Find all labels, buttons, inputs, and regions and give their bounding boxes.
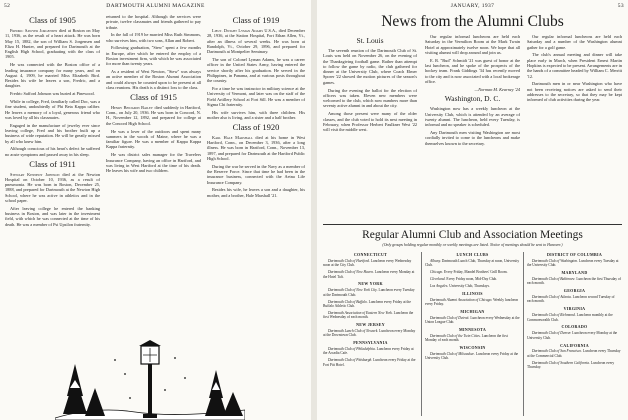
meeting-entry: Dartmouth Club of New York City. Luncheon every Tuesday at the Dartmouth Club. (323, 288, 415, 297)
class-heading: Class of 1920 (232, 121, 280, 132)
obituary-paragraph: As a resident of West Newton, "Stew" was always an active member of the Boston Alumni Association and could always be counted upon to be present at all class reunions. His death is a distinct loss to the class. (106, 69, 201, 91)
meeting-entry: Dartmouth Lunch Club of Newark. Luncheon every Monday at the Downtown Club. (323, 328, 416, 338)
meeting-entry: Dartmouth Club of Atlanta. Luncheon second Tuesday of each month. (527, 295, 615, 304)
obituary-name: Lieut. Dwight Lyman Adams (212, 28, 263, 33)
obituary-paragraph: The son of Colonel Lyman Adams, he was a career officer in the United States Army, having entered the service shortly after his graduation. He served in the Philippines, in Panama, and at various posts throughout the country. (207, 56, 305, 84)
tree-snow (70, 380, 220, 390)
obituary-paragraph: He was connected with the Boston office of a leading insurance company for many years, and on August 4, 1909, he married Miss Elizabeth Bird. Besides his wife he leaves a son, Fredric, and a daughter. (5, 62, 100, 89)
state-heading: VIRGINIA (563, 306, 586, 312)
obituary-paragraph: He was district sales manager for the Travelers Insurance Company, having an office in Hartford, and was living in West Hartford at the time of his death. He leaves his wife and two children. (106, 152, 201, 174)
left-column-2 (106, 14, 201, 332)
news-paragraph: E. R. "Bud" Schmidt '21 was guest of honor at the last luncheon, and he spoke of the prospects of the hockey team. Frank Giddings '34 has recently moved to the city and is now associated with a local brokerage office. (425, 57, 520, 84)
state-heading: DISTRICT OF COLUMBIA (546, 252, 603, 257)
obituary-paragraph: Engaged in the manufacture of jewelry ever since leaving college, Fred and his brother built up a business of wide reputation. He will be greatly missed by all who knew him. (5, 122, 100, 144)
state-heading: ILLINOIS (462, 290, 483, 296)
meeting-entry: Dartmouth Club of Milwaukee. Luncheon every Friday at the University Club. (425, 351, 519, 361)
right-column-1 (323, 34, 417, 222)
section-divider (323, 224, 622, 225)
meeting-entry: Cleveland. Every Friday noon, Mid-Day Club. (430, 277, 498, 282)
register-column-1 (323, 251, 418, 417)
meeting-entry: Dartmouth Club of Philadelphia. Luncheon every Friday at the Arcadia Cafe. (323, 347, 414, 356)
left-column-1 (5, 14, 100, 332)
left-page (0, 0, 311, 420)
obituary-paragraph: In the fall of 1919 he married Miss Ruth Simmons, who survives him, with two sons, Allan and Robert. (106, 32, 201, 43)
state-heading: WISCONSIN (459, 345, 486, 351)
obituary-paragraph: After leaving college he entered the banking business in Boston, and was later in the investment field, with which he was connected at the time of his death. He was a member of Psi Upsilon fraternity. (5, 205, 100, 227)
running-header: DARTMOUTH ALUMNI MAGAZINE (106, 3, 205, 9)
obituary-paragraph: Following graduation, "Stew" spent a few months in Europe, after which he entered the employ of a Boston investment firm, with which he was associated for more than twenty years. (106, 45, 201, 67)
news-paragraph: Among those present were many of the older classes, and the club voted to hold its next meeting in February, when Professor Herbert Faulkner West '22 will visit the middle west. (323, 111, 417, 133)
news-paragraph: Dartmouth men in or near Washington who have not been receiving notices are asked to send their addresses to the secretary, so that they may be kept informed of club activities during the year. (527, 81, 622, 103)
news-paragraph: Our regular informal luncheons are held each Saturday in the Vermilion Room at the Mark Twain Hotel at approximately twelve noon. We hope that all visiting alumni will drop around and join us. (425, 34, 520, 55)
register-column-3 (527, 251, 622, 417)
right-column-2 (425, 34, 520, 222)
state-heading: GEORGIA (563, 288, 586, 294)
section-heading: Washington, D. C. (444, 94, 501, 104)
obituary-paragraph: Henry Benjamin Bailey died suddenly in Hartford, Conn., on July 20, 1936. He was born in Concord, N. H., November 12, 1892, and prepared for college at the Concord High School. (106, 104, 201, 126)
obituary-name: Fredric Sawyer Jorgensen (10, 28, 58, 33)
news-paragraph: Our regular informal luncheons are held each Saturday and a number of the Washington alumni gather for a golf game. (527, 34, 622, 50)
meeting-entry: Dartmouth Club of Detroit. Luncheon every Wednesday at the Union League Club. (425, 315, 520, 325)
state-heading: COLORADO (561, 324, 588, 330)
news-paragraph: The seventh reunion of the Dartmouth Club of St. Louis was held on November 26, on the evening of the Thanksgiving football game. Rather than attempt to follow the game by radio, the club gathered for dinner at the University Club, where Coach Elmer Sporer '22 showed the motion pictures of the season's games. (323, 48, 417, 85)
right-page (317, 0, 628, 420)
class-heading: Class of 1915 (130, 91, 177, 102)
meeting-entry: Dartmouth Club of Buffalo. Luncheon every Friday at the Buffalo Athletic Club. (323, 299, 411, 308)
news-paragraph: Washington now has a weekly luncheon at the University Club, which is attended by an average of twenty alumni. The luncheon, held every Tuesday, is informal and no speaker is scheduled. (425, 106, 520, 128)
state-heading: LUNCH CLUBS (456, 252, 489, 257)
obituary-paragraph: For a time he was instructor in military science at the University of Vermont, and later was on the staff of the Field Artillery School at Fort Sill. He was a member of Sigma Chi fraternity. (207, 85, 305, 107)
meeting-entry: Los Angeles. University Club, Thursdays. (430, 283, 490, 288)
column-divider (523, 252, 524, 416)
state-heading: CONNECTICUT (353, 252, 388, 257)
obituary-paragraph: Karl Hale Marshall died at his home in West Hartford, Conn., on December 3, 1936, after a long illness. He was born in Hartford, Conn., November 13, 1897, and prepared for Dartmouth at the Hartford Public High School. (207, 134, 305, 161)
page-title: News from the Alumni Clubs (381, 13, 564, 30)
meeting-entry: Dartmouth Club of Baltimore. Luncheon the first Thursday of each month. (527, 276, 621, 286)
news-paragraph: During the evening the ballot for the election of officers was taken. Eleven new members were welcomed to the club, which now numbers more than seventy active alumni in and about the city. (323, 87, 417, 109)
obituary-paragraph: While in college, Fred, familiarly called Doc, was a fine student, undoubtedly of Phi Beta Kappa caliber. He leaves a memory of a loyal, generous friend who was loved by all his classmates. (5, 99, 100, 120)
class-heading: Class of 1911 (29, 158, 76, 169)
obituary-paragraph: His wife survives him, with three children. His mother also is living, and a sister and a half brother. (207, 109, 305, 120)
obituary-paragraph: Although conscious of his heart's defect he suffered no acute symptoms and passed away in his sleep. (5, 146, 100, 157)
obituary-paragraph: Fredric Sawyer Jorgensen died at Boston on May 11, 1936, as the result of a heart attack. He was born May 15, 1882, the son of William S. Jorgensen and Eliza H. Hunter, and prepared for Dartmouth at the English High School, graduating with the class of 1905. (5, 28, 100, 60)
page-number-left: 52 (4, 3, 11, 9)
state-heading: CALIFORNIA (560, 342, 589, 348)
obituary-name: Henry Benjamin Bailey (111, 104, 153, 110)
obituary-name: Stewart Kennedy Johnson (10, 171, 60, 177)
class-heading: Class of 1905 (29, 15, 76, 25)
meeting-entry: Albany. Dartmouth Lunch Club, Thursday at noon, University Club. (425, 258, 520, 268)
obituary-paragraph: Fredric Safford Johnson was buried at Pinewood. (10, 91, 95, 97)
obituary-paragraph: Besides his wife, he leaves a son and a daughter, his mother, and a brother, Hale Marshall '21. (207, 187, 305, 198)
state-heading: NEW JERSEY (356, 322, 385, 328)
obituary-paragraph: He was a lover of the outdoors and spent many summers in the woods of Maine, where he was a familiar figure. He was a member of Kappa Kappa Kappa fraternity. (106, 128, 201, 150)
left-column-3 (207, 14, 305, 332)
register-subtitle: (Only groups holding regular monthly or weekly meetings are listed. Notice of meetings should be sent to Hanover.) (382, 243, 563, 247)
issue-date: JANUARY, 1937 (450, 3, 495, 9)
column-divider (421, 252, 422, 416)
meeting-entry: Dartmouth Club of Washington. Luncheon every Tuesday at the University Club. (527, 258, 619, 268)
state-heading: MARYLAND (561, 270, 588, 276)
news-paragraph: The club's annual meeting and dinner will take place early in March, when President Ernest Martin Hopkins is expected to be present. Arrangements are in the hands of a committee headed by William C. Merritt '12. (527, 52, 622, 79)
meeting-entry: Chicago. Every Friday, Mandel Brothers' Grill Room. (430, 270, 508, 275)
obituary-name: Karl Hale Marshall (212, 134, 253, 140)
winter-lamp-illustration (55, 340, 245, 420)
class-heading: Class of 1919 (232, 15, 280, 25)
right-column-3 (527, 34, 622, 222)
section-heading: St. Louis (356, 36, 384, 45)
meeting-entry: Dartmouth Club of San Francisco. Luncheon every Thursday at the Commercial Club. (527, 349, 621, 358)
news-paragraph: Any Dartmouth men visiting Washington are most cordially invited to come to the luncheons and make themselves known to the secretary. (425, 130, 520, 146)
meeting-entry: Dartmouth Club of Richmond. Luncheon monthly at the Commonwealth Club. (527, 313, 613, 322)
meeting-entry: Dartmouth Alumni Association of Chicago. Weekly luncheon every Friday. (425, 297, 519, 307)
state-heading: MINNESOTA (458, 327, 487, 333)
obituary-paragraph: returned to the hospital. Although the services were private, twelve classmates and friends gathered to pay tribute. (106, 14, 201, 30)
meeting-entry: Dartmouth Club of Denver. Luncheon every Monday at the University Club. (527, 331, 618, 340)
state-heading: MICHIGAN (460, 308, 485, 314)
state-heading: PENNSYLVANIA (353, 340, 388, 346)
meeting-entry: Dartmouth Club of Southern California. Luncheon every Thursday. (527, 360, 615, 370)
signature: —Norman M. Kearney '24 (474, 86, 520, 92)
register-title: Regular Alumni Club and Association Meetings (362, 229, 583, 241)
meeting-entry: Dartmouth Association of Eastern New York. Luncheon the first Wednesday of each month. (323, 310, 414, 320)
state-heading: NEW YORK (358, 281, 383, 287)
page-number-right: 53 (617, 3, 624, 9)
obituary-paragraph: Lieut. Dwight Lyman Adams U.S.A., died December 28, 1936, at the Station Hospital, Fort Ethan Allen, Vt., after an illness of several weeks. He was born at Randolph, Vt., October 29, 1896, and prepared for Dartmouth at Montpelier Seminary. (207, 28, 305, 55)
obituary-paragraph: During the war he served in the Navy as a member of the Reserve Force. Since that time he had been in the insurance business, connected with the Aetna Life Insurance Company. (207, 163, 305, 185)
obituary-paragraph: Stewart Kennedy Johnson died at the Newton Hospital on October 10, 1936, as a result of pneumonia. He was born in Boston, December 25, 1888, and prepared for Dartmouth at the Newton High School, where he was active in athletics and in the school paper. (5, 171, 100, 204)
register-column-2 (425, 251, 520, 417)
meeting-entry: Dartmouth Club of New Haven. Luncheon every Monday at the Hotel Taft. (323, 270, 415, 279)
meeting-entry: Dartmouth Club of the Twin Cities. Luncheon the first Monday of each month. (425, 333, 508, 343)
meeting-entry: Dartmouth Club of Pittsburgh. Luncheon every Friday at the Fort Pitt Hotel. (323, 358, 416, 367)
lamp-post (139, 340, 161, 418)
meeting-entry: Dartmouth Club of Hartford. Luncheon every Wednesday noon at the City Club. (323, 258, 412, 268)
